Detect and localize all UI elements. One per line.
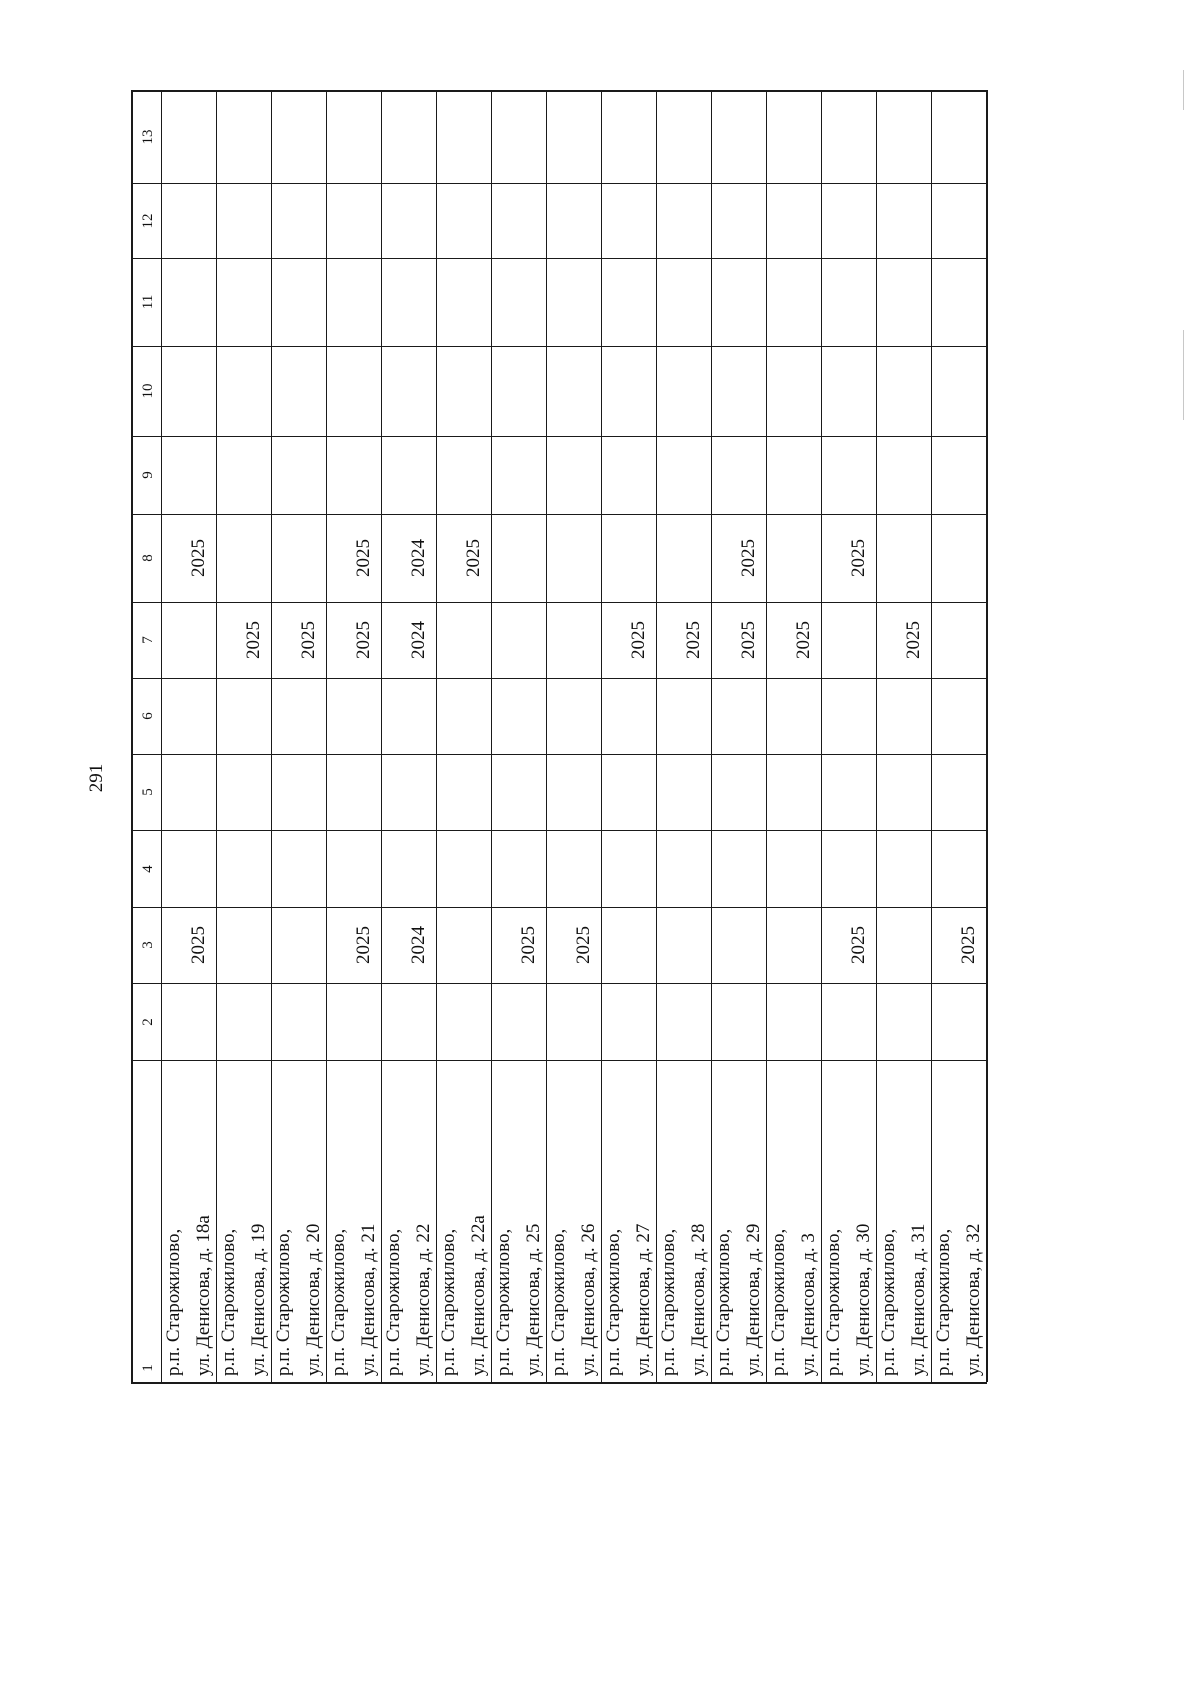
address-cell: р.п. Старожилово, ул. Денисова, д. 22 <box>382 1223 434 1376</box>
table-header-cell: 1 <box>140 1364 156 1372</box>
year-cell: 2025 <box>957 926 979 964</box>
year-cell: 2025 <box>902 621 924 659</box>
address-cell: р.п. Старожилово, ул. Денисова, д. 22а <box>437 1215 489 1376</box>
address-cell: р.п. Старожилово, ул. Денисова, д. 18а <box>162 1215 214 1376</box>
year-cell: 2025 <box>737 539 759 577</box>
table-header-cell: 2 <box>140 1017 156 1026</box>
address-cell: р.п. Старожилово, ул. Денисова, д. 26 <box>547 1223 599 1376</box>
table-grid-line <box>131 754 987 755</box>
year-cell: 2025 <box>847 539 869 577</box>
address-cell: р.п. Старожилово, ул. Денисова, д. 25 <box>492 1223 544 1376</box>
year-cell: 2025 <box>517 926 539 964</box>
year-cell: 2025 <box>187 539 209 577</box>
year-cell: 2025 <box>627 621 649 659</box>
address-cell: р.п. Старожилово, ул. Денисова, д. 31 <box>877 1223 929 1376</box>
table-header-cell: 7 <box>140 636 156 644</box>
table-grid-line <box>131 90 133 1382</box>
year-cell: 2025 <box>297 621 319 659</box>
table-header-cell: 11 <box>140 294 156 310</box>
table-grid-line <box>131 1060 987 1061</box>
table-grid-line <box>131 907 987 908</box>
address-cell: р.п. Старожилово, ул. Денисова, д. 28 <box>657 1223 709 1376</box>
address-cell: р.п. Старожилово, ул. Денисова, д. 20 <box>272 1223 324 1376</box>
table-header-cell: 5 <box>140 788 156 796</box>
year-cell: 2024 <box>407 621 429 659</box>
table-header-cell: 13 <box>140 129 156 144</box>
year-cell: 2025 <box>847 926 869 964</box>
scan-edge-mark <box>1183 70 1184 110</box>
scan-edge-mark <box>1183 330 1184 420</box>
year-cell: 2025 <box>187 926 209 964</box>
year-cell: 2025 <box>572 926 594 964</box>
address-cell: р.п. Старожилово, ул. Денисова, д. 21 <box>327 1223 379 1376</box>
table-grid-line <box>131 983 987 984</box>
table-grid-line <box>131 1382 987 1384</box>
table-grid-line <box>131 183 987 184</box>
table-grid-line <box>131 346 987 347</box>
page-number: 291 <box>86 763 107 793</box>
table-header-cell: 4 <box>140 864 156 873</box>
year-cell: 2025 <box>352 539 374 577</box>
year-cell: 2025 <box>737 621 759 659</box>
table-grid-line <box>131 678 987 679</box>
address-cell: р.п. Старожилово, ул. Денисова, д. 3 <box>767 1228 819 1376</box>
table-header-cell: 8 <box>140 554 156 562</box>
table-grid-line <box>131 90 987 92</box>
table-grid-line <box>131 602 987 603</box>
table-header-cell: 3 <box>140 941 156 949</box>
year-cell: 2025 <box>352 926 374 964</box>
address-cell: р.п. Старожилово, ул. Денисова, д. 19 <box>217 1223 269 1376</box>
table-header-cell: 9 <box>140 471 156 479</box>
address-cell: р.п. Старожилово, ул. Денисова, д. 30 <box>822 1223 874 1376</box>
year-cell: 2025 <box>462 539 484 577</box>
table-grid-line <box>131 436 987 437</box>
table-header-cell: 10 <box>140 383 156 399</box>
year-cell: 2025 <box>242 621 264 659</box>
table-grid-line <box>131 258 987 259</box>
year-cell: 2025 <box>352 621 374 659</box>
table-grid-line <box>131 830 987 831</box>
table-grid-line <box>131 514 987 515</box>
address-cell: р.п. Старожилово, ул. Денисова, д. 32 <box>932 1223 984 1376</box>
table-header-cell: 12 <box>140 213 156 228</box>
year-cell: 2024 <box>407 926 429 964</box>
address-cell: р.п. Старожилово, ул. Денисова, д. 29 <box>712 1223 764 1376</box>
year-cell: 2024 <box>407 539 429 577</box>
year-cell: 2025 <box>682 621 704 659</box>
table-header-cell: 6 <box>140 712 156 720</box>
address-cell: р.п. Старожилово, ул. Денисова, д. 27 <box>602 1223 654 1376</box>
year-cell: 2025 <box>792 621 814 659</box>
